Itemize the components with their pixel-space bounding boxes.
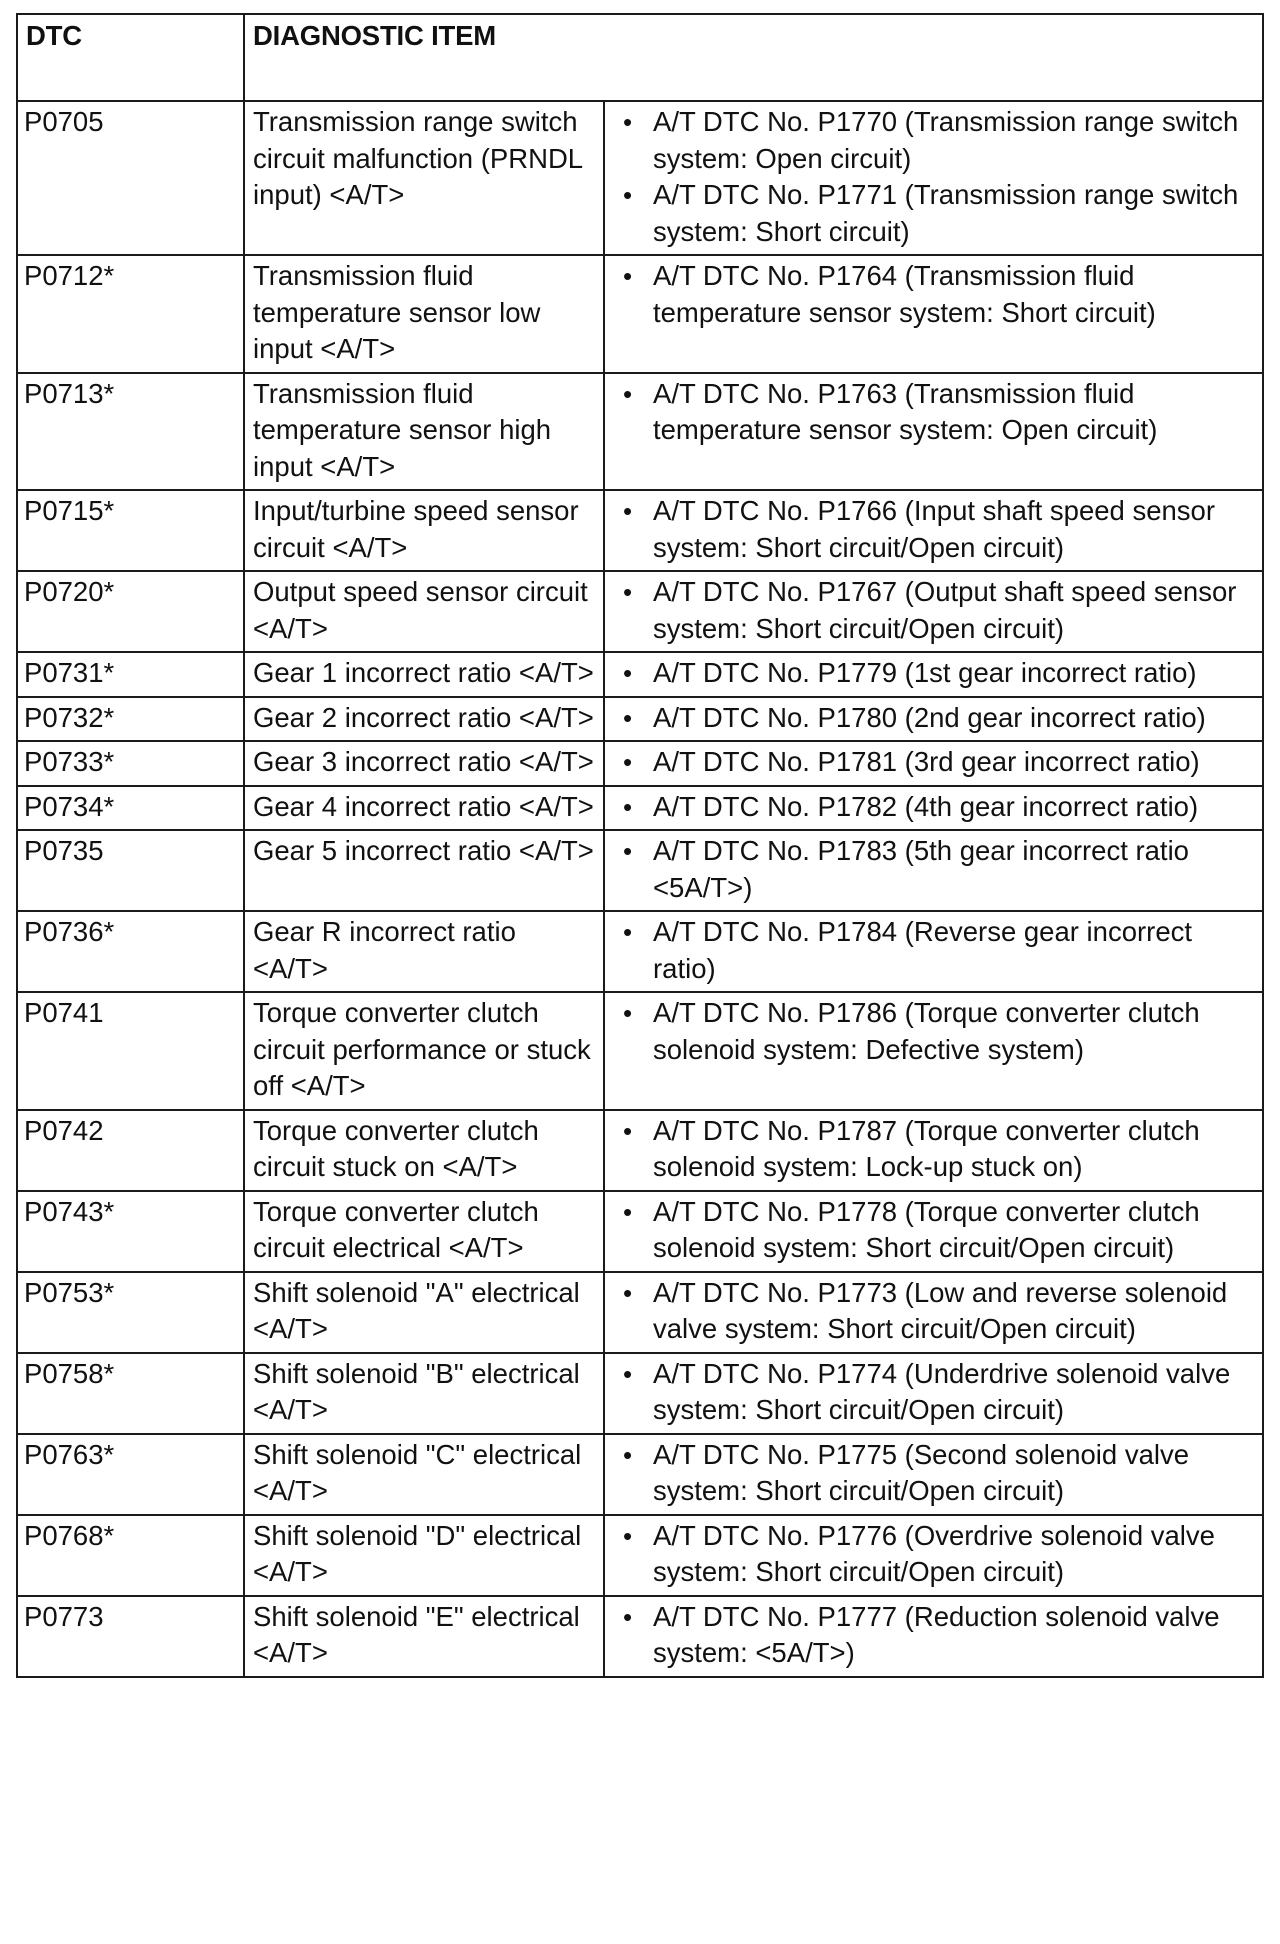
dtc-code: P0731*: [17, 652, 244, 697]
list-item: [615, 700, 1256, 737]
dtc-code: P0758*: [17, 1353, 244, 1434]
related-dtc-cell: [604, 1110, 1263, 1191]
list-item: [615, 1113, 1256, 1186]
related-dtc-list: [615, 700, 1256, 737]
diagnostic-item: Transmission fluid temperature sensor high input <A/T>: [244, 373, 604, 491]
related-dtc-text: A/T DTC No. P1773 (Low and reverse solenoid valve system: Short circuit/Open circuit): [653, 1276, 1228, 1344]
diagnostic-item: Shift solenoid "D" electrical <A/T>: [244, 1515, 604, 1596]
related-dtc-text: A/T DTC No. P1764 (Transmission fluid temperature sensor system: Short circuit): [653, 260, 1156, 328]
table-row: [17, 911, 1263, 992]
related-dtc-cell: [604, 571, 1263, 652]
list-item: [615, 655, 1256, 692]
related-dtc-text: A/T DTC No. P1784 (Reverse gear incorrect ratio): [653, 916, 1193, 984]
related-dtc-text: A/T DTC No. P1774 (Underdrive solenoid valve system: Short circuit/Open circuit): [653, 1357, 1231, 1425]
table-row: [17, 741, 1263, 786]
table-row: [17, 255, 1263, 373]
related-dtc-cell: [604, 1596, 1263, 1677]
list-item: [615, 1356, 1256, 1429]
related-dtc-list: [615, 1194, 1256, 1267]
diagnostic-item: Torque converter clutch circuit stuck on <A/T>: [244, 1110, 604, 1191]
diagnostic-item: Transmission range switch circuit malfunction (PRNDL input) <A/T>: [244, 101, 604, 255]
bullet-icon: •: [623, 998, 633, 1028]
list-item: [615, 1518, 1256, 1591]
list-item: [615, 376, 1256, 449]
related-dtc-list: [615, 493, 1256, 566]
related-dtc-text: A/T DTC No. P1783 (5th gear incorrect ratio <5A/T>): [653, 835, 1189, 903]
bullet-icon: •: [623, 836, 633, 866]
related-dtc-cell: [604, 992, 1263, 1110]
bullet-icon: •: [623, 1277, 633, 1308]
bullet-icon: •: [623, 1601, 633, 1632]
related-dtc-text: A/T DTC No. P1777 (Reduction solenoid valve system: <5A/T>): [653, 1600, 1220, 1668]
table-row: [17, 373, 1263, 491]
related-dtc-cell: [604, 697, 1263, 742]
related-dtc-cell: [604, 1434, 1263, 1515]
bullet-icon: •: [623, 702, 633, 733]
table-header-row: [17, 14, 1263, 101]
related-dtc-list: [615, 104, 1256, 250]
table-row: [17, 1353, 1263, 1434]
related-dtc-list: [615, 258, 1256, 331]
related-dtc-text: A/T DTC No. P1775 (Second solenoid valve system: Short circuit/Open circuit): [653, 1438, 1190, 1506]
dtc-code: P0705: [17, 101, 244, 255]
bullet-icon: •: [623, 1358, 633, 1389]
related-dtc-cell: [604, 373, 1263, 491]
related-dtc-text: A/T DTC No. P1779 (1st gear incorrect ratio): [653, 657, 1197, 688]
dtc-code: P0734*: [17, 786, 244, 831]
dtc-code: P0720*: [17, 571, 244, 652]
list-item: [615, 1437, 1256, 1510]
list-item: [615, 1275, 1256, 1348]
bullet-icon: •: [623, 1115, 633, 1146]
dtc-code: P0741: [17, 992, 244, 1110]
diagnostic-item: Torque converter clutch circuit electrical <A/T>: [244, 1191, 604, 1272]
bullet-icon: •: [623, 917, 633, 947]
related-dtc-list: [615, 1113, 1256, 1186]
dtc-table-page: [16, 13, 1262, 1678]
related-dtc-text: A/T DTC No. P1763 (Transmission fluid temperature sensor system: Open circuit): [653, 377, 1158, 445]
bullet-icon: •: [623, 180, 633, 210]
diagnostic-item: Shift solenoid "C" electrical <A/T>: [244, 1434, 604, 1515]
table-row: [17, 786, 1263, 831]
related-dtc-text: A/T DTC No. P1771 (Transmission range switch system: Short circuit): [653, 179, 1239, 247]
list-item: [615, 744, 1256, 781]
list-item: [615, 574, 1256, 647]
related-dtc-text: A/T DTC No. P1767 (Output shaft speed sensor system: Short circuit/Open circuit): [653, 576, 1237, 644]
diagnostic-item: Shift solenoid "A" electrical <A/T>: [244, 1272, 604, 1353]
related-dtc-cell: [604, 255, 1263, 373]
related-dtc-list: [615, 1437, 1256, 1510]
dtc-code: P0735: [17, 830, 244, 911]
related-dtc-list: [615, 1599, 1256, 1672]
diagnostic-item: Gear 5 incorrect ratio <A/T>: [244, 830, 604, 911]
bullet-icon: •: [623, 107, 633, 137]
table-body: [17, 101, 1263, 1677]
dtc-code: P0763*: [17, 1434, 244, 1515]
table-row: [17, 1515, 1263, 1596]
table-row: [17, 830, 1263, 911]
related-dtc-cell: [604, 741, 1263, 786]
related-dtc-text: A/T DTC No. P1786 (Torque converter clutch solenoid system: Defective system): [653, 997, 1200, 1065]
list-item: [615, 995, 1256, 1068]
related-dtc-list: [615, 914, 1256, 987]
dtc-code: P0743*: [17, 1191, 244, 1272]
bullet-icon: •: [623, 1439, 633, 1470]
bullet-icon: •: [623, 261, 633, 291]
table-row: [17, 490, 1263, 571]
table-row: [17, 697, 1263, 742]
list-item: [615, 1599, 1256, 1672]
header-diagnostic-item: DIAGNOSTIC ITEM: [244, 14, 1263, 101]
related-dtc-list: [615, 1356, 1256, 1429]
bullet-icon: •: [623, 747, 633, 777]
dtc-code: P0768*: [17, 1515, 244, 1596]
related-dtc-text: A/T DTC No. P1787 (Torque converter clutch solenoid system: Lock-up stuck on): [653, 1114, 1200, 1182]
dtc-code: P0736*: [17, 911, 244, 992]
related-dtc-text: A/T DTC No. P1778 (Torque converter clutch solenoid system: Short circuit/Open circuit): [653, 1195, 1200, 1263]
dtc-code: P0732*: [17, 697, 244, 742]
bullet-icon: •: [623, 577, 633, 607]
table-row: [17, 101, 1263, 255]
bullet-icon: •: [623, 791, 633, 822]
dtc-code: P0713*: [17, 373, 244, 491]
table-row: [17, 1596, 1263, 1677]
list-item: [615, 258, 1256, 331]
dtc-code: P0742: [17, 1110, 244, 1191]
related-dtc-cell: [604, 1272, 1263, 1353]
diagnostic-item: Shift solenoid "B" electrical <A/T>: [244, 1353, 604, 1434]
related-dtc-text: A/T DTC No. P1776 (Overdrive solenoid valve system: Short circuit/Open circuit): [653, 1519, 1215, 1587]
table-row: [17, 992, 1263, 1110]
bullet-icon: •: [623, 1196, 633, 1227]
bullet-icon: •: [623, 658, 633, 688]
related-dtc-text: A/T DTC No. P1781 (3rd gear incorrect ratio): [653, 746, 1200, 777]
related-dtc-cell: [604, 652, 1263, 697]
diagnostic-item: Gear 2 incorrect ratio <A/T>: [244, 697, 604, 742]
related-dtc-list: [615, 995, 1256, 1068]
related-dtc-list: [615, 744, 1256, 781]
diagnostic-item: Gear 4 incorrect ratio <A/T>: [244, 786, 604, 831]
related-dtc-cell: [604, 786, 1263, 831]
related-dtc-list: [615, 1275, 1256, 1348]
table-row: [17, 652, 1263, 697]
related-dtc-cell: [604, 1191, 1263, 1272]
related-dtc-cell: [604, 1515, 1263, 1596]
dtc-code: P0753*: [17, 1272, 244, 1353]
table-row: [17, 1272, 1263, 1353]
related-dtc-text: A/T DTC No. P1780 (2nd gear incorrect ratio): [653, 701, 1206, 733]
table-row: [17, 1191, 1263, 1272]
list-item: [615, 493, 1256, 566]
diagnostic-item: Gear 1 incorrect ratio <A/T>: [244, 652, 604, 697]
diagnostic-item: Gear 3 incorrect ratio <A/T>: [244, 741, 604, 786]
related-dtc-list: [615, 833, 1256, 906]
related-dtc-list: [615, 376, 1256, 449]
list-item: [615, 914, 1256, 987]
header-dtc: DTC: [17, 14, 244, 101]
list-item: [615, 177, 1256, 250]
diagnostic-item: Torque converter clutch circuit performance or stuck off <A/T>: [244, 992, 604, 1110]
list-item: [615, 833, 1256, 906]
related-dtc-list: [615, 789, 1256, 826]
dtc-code: P0715*: [17, 490, 244, 571]
table-row: [17, 1110, 1263, 1191]
related-dtc-list: [615, 574, 1256, 647]
dtc-code: P0712*: [17, 255, 244, 373]
diagnostic-item: Gear R incorrect ratio <A/T>: [244, 911, 604, 992]
bullet-icon: •: [623, 378, 633, 409]
related-dtc-cell: [604, 830, 1263, 911]
table-row: [17, 571, 1263, 652]
diagnostic-item: Transmission fluid temperature sensor low input <A/T>: [244, 255, 604, 373]
related-dtc-list: [615, 655, 1256, 692]
related-dtc-text: A/T DTC No. P1782 (4th gear incorrect ratio): [653, 790, 1199, 822]
diagnostic-item: Output speed sensor circuit <A/T>: [244, 571, 604, 652]
related-dtc-cell: [604, 101, 1263, 255]
related-dtc-cell: [604, 911, 1263, 992]
list-item: [615, 1194, 1256, 1267]
related-dtc-text: A/T DTC No. P1770 (Transmission range switch system: Open circuit): [653, 106, 1239, 174]
list-item: [615, 104, 1256, 177]
diagnostic-item: Shift solenoid "E" electrical <A/T>: [244, 1596, 604, 1677]
dtc-code: P0773: [17, 1596, 244, 1677]
dtc-code: P0733*: [17, 741, 244, 786]
diagnostic-item: Input/turbine speed sensor circuit <A/T>: [244, 490, 604, 571]
bullet-icon: •: [623, 496, 633, 526]
bullet-icon: •: [623, 1520, 633, 1551]
dtc-table: [16, 13, 1264, 1678]
table-row: [17, 1434, 1263, 1515]
related-dtc-text: A/T DTC No. P1766 (Input shaft speed sensor system: Short circuit/Open circuit): [653, 495, 1216, 563]
related-dtc-list: [615, 1518, 1256, 1591]
list-item: [615, 789, 1256, 826]
related-dtc-cell: [604, 1353, 1263, 1434]
related-dtc-cell: [604, 490, 1263, 571]
